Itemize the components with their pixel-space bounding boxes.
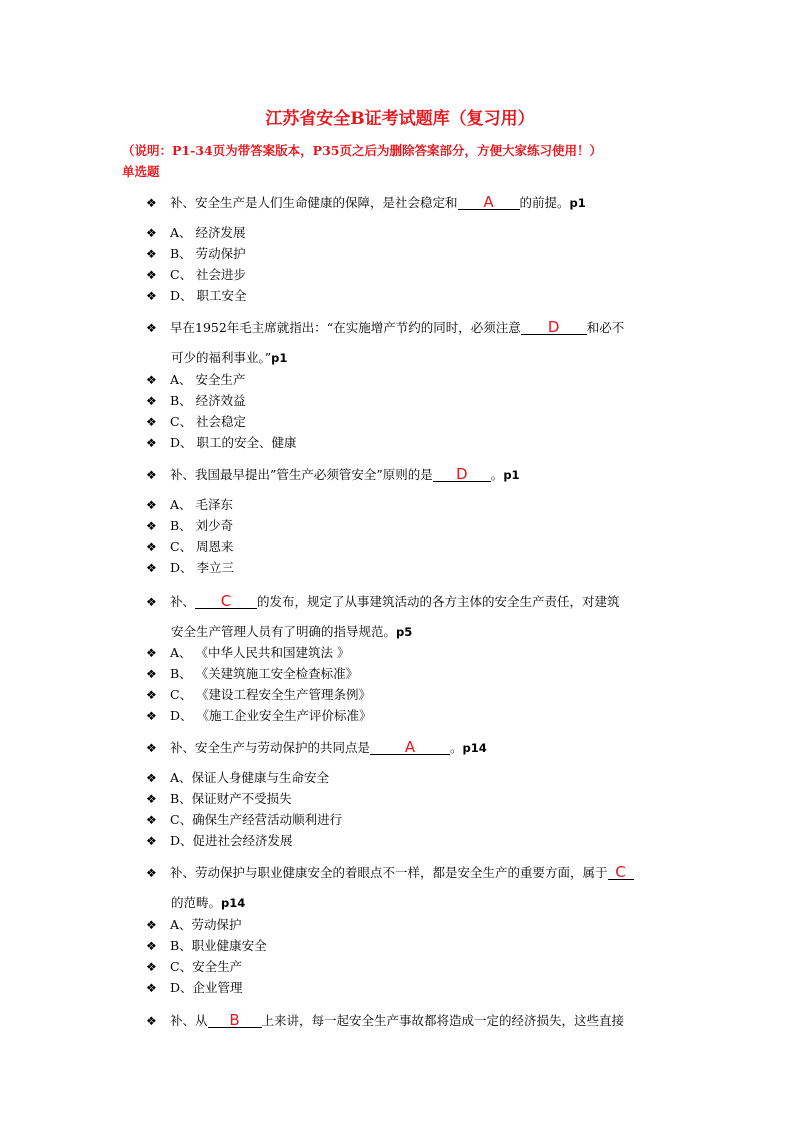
- option-item: [146, 393, 246, 409]
- bullet-icon: ❖: [146, 646, 157, 660]
- option-text: B、 刘少奇: [170, 518, 234, 533]
- option-text: B、保证财产不受损失: [170, 791, 292, 806]
- question-text: 补、劳动保护与职业健康安全的着眼点不一样，都是安全生产的重要方面，属于: [170, 865, 608, 880]
- bullet-icon: ❖: [146, 741, 157, 755]
- question-6: [146, 865, 634, 881]
- page-ref: p5: [396, 625, 413, 639]
- option-item: [146, 812, 342, 828]
- document-title: 江苏省安全B证考试题库（复习用）: [265, 109, 535, 129]
- bullet-icon: ❖: [146, 289, 157, 303]
- option-text: A、 《中华人民共和国建筑法 》: [170, 645, 350, 660]
- option-item: [146, 372, 246, 388]
- option-item: [146, 666, 358, 682]
- option-item: [146, 225, 246, 241]
- option-text: C、安全生产: [170, 959, 243, 974]
- bullet-icon: ❖: [146, 939, 157, 953]
- bullet-icon: ❖: [146, 540, 157, 554]
- answer-blank: B: [208, 1013, 262, 1028]
- option-item: [146, 791, 292, 807]
- option-item: [146, 560, 234, 576]
- bullet-icon: ❖: [146, 373, 157, 387]
- question-4-continued: [171, 624, 412, 640]
- bullet-icon: ❖: [146, 226, 157, 240]
- option-text: B、职业健康安全: [170, 938, 267, 953]
- option-text: D、 职工安全: [170, 288, 247, 303]
- question-text: 安全生产管理人员有了明确的指导规范。: [171, 624, 397, 639]
- bullet-icon: ❖: [146, 394, 157, 408]
- page-ref: p1: [569, 196, 586, 210]
- question-text-tail: 和必不: [586, 320, 625, 335]
- question-6-continued: [171, 895, 245, 911]
- option-item: [146, 917, 242, 933]
- question-3: [146, 467, 520, 483]
- option-text: B、 《关建筑施工安全检查标准》: [170, 666, 359, 681]
- option-item: [146, 959, 242, 975]
- option-text: A、 安全生产: [170, 372, 246, 387]
- question-text: 早在1952年毛主席就指出：“在实施增产节约的同时，必须注意: [170, 320, 521, 335]
- bullet-icon: ❖: [146, 771, 157, 785]
- answer-blank: A: [370, 740, 450, 755]
- option-text: D、促进社会经济发展: [170, 833, 293, 848]
- bullet-icon: ❖: [146, 498, 157, 512]
- option-text: C、 社会进步: [170, 267, 247, 282]
- page-ref: p1: [271, 351, 288, 365]
- option-item: [146, 267, 246, 283]
- option-item: [146, 518, 233, 534]
- option-item: [146, 833, 293, 849]
- option-text: D、 《施工企业安全生产评价标准》: [170, 708, 372, 723]
- answer-blank: C: [608, 865, 634, 880]
- answer-blank: D: [433, 467, 491, 482]
- option-text: A、 毛泽东: [170, 497, 234, 512]
- answer-blank: A: [458, 195, 520, 210]
- answer-blank: C: [195, 594, 257, 609]
- option-item: [146, 938, 267, 954]
- question-text-tail: 的前提。: [519, 195, 570, 210]
- question-1: [146, 195, 586, 211]
- option-text: D、 职工的安全、健康: [170, 435, 297, 450]
- question-text: 补、从: [170, 1013, 208, 1028]
- option-item: [146, 645, 349, 661]
- bullet-icon: ❖: [146, 834, 157, 848]
- option-text: C、确保生产经营活动顺利进行: [170, 812, 343, 827]
- question-5: [146, 740, 487, 756]
- option-item: [146, 708, 372, 724]
- bullet-icon: ❖: [146, 321, 157, 335]
- bullet-icon: ❖: [146, 813, 157, 827]
- section-heading: 单选题: [122, 164, 160, 179]
- option-item: [146, 539, 234, 555]
- option-text: D、 李立三: [170, 560, 234, 575]
- bullet-icon: ❖: [146, 196, 157, 210]
- option-item: [146, 687, 371, 703]
- question-text-tail: 上来讲，每一起安全生产事故都将造成一定的经济损失，这些直接: [261, 1013, 625, 1028]
- question-7: [146, 1013, 624, 1029]
- bullet-icon: ❖: [146, 468, 157, 482]
- bullet-icon: ❖: [146, 436, 157, 450]
- option-text: C、 《建设工程安全生产管理条例》: [170, 687, 372, 702]
- bullet-icon: ❖: [146, 561, 157, 575]
- page-ref: p14: [221, 896, 246, 910]
- bullet-icon: ❖: [146, 667, 157, 681]
- question-2: [146, 320, 624, 336]
- document-note: （说明：P1-34页为带答案版本，P35页之后为删除答案部分，方便大家练习使用！）: [122, 143, 602, 158]
- bullet-icon: ❖: [146, 595, 157, 609]
- option-item: [146, 435, 297, 451]
- option-item: [146, 288, 247, 304]
- answer-blank: D: [521, 320, 587, 335]
- bullet-icon: ❖: [146, 866, 157, 880]
- bullet-icon: ❖: [146, 960, 157, 974]
- bullet-icon: ❖: [146, 981, 157, 995]
- bullet-icon: ❖: [146, 792, 157, 806]
- option-text: B、 经济效益: [170, 393, 246, 408]
- option-item: [146, 980, 243, 996]
- question-text-tail: 的发布，规定了从事建筑活动的各方主体的安全生产责任，对建筑: [257, 594, 620, 609]
- option-text: C、 周恩来: [170, 539, 234, 554]
- option-text: D、企业管理: [170, 980, 243, 995]
- option-item: [146, 497, 233, 513]
- question-2-continued: [171, 350, 287, 366]
- question-text: 的范畴。: [171, 895, 222, 910]
- bullet-icon: ❖: [146, 415, 157, 429]
- option-text: C、 社会稳定: [170, 414, 247, 429]
- option-text: A、 经济发展: [170, 225, 246, 240]
- bullet-icon: ❖: [146, 688, 157, 702]
- page-ref: p14: [462, 741, 487, 755]
- option-text: A、劳动保护: [170, 917, 242, 932]
- page-ref: p1: [503, 468, 520, 482]
- question-text-tail: 。: [450, 740, 463, 755]
- question-text: 补、: [170, 594, 196, 609]
- bullet-icon: ❖: [146, 268, 157, 282]
- option-text: A、保证人身健康与生命安全: [170, 770, 330, 785]
- option-text: B、 劳动保护: [170, 246, 246, 261]
- question-text-tail: 。: [490, 467, 504, 482]
- bullet-icon: ❖: [146, 519, 157, 533]
- bullet-icon: ❖: [146, 1014, 157, 1028]
- question-text: 补、安全生产是人们生命健康的保障，是社会稳定和: [170, 195, 458, 210]
- option-item: [146, 770, 329, 786]
- question-text: 可少的福利事业。”: [171, 350, 272, 365]
- question-text: 补、我国最早提出”管生产必须管安全”原则的是: [170, 467, 433, 482]
- bullet-icon: ❖: [146, 918, 157, 932]
- question-4: [146, 594, 620, 610]
- option-item: [146, 246, 246, 262]
- bullet-icon: ❖: [146, 247, 157, 261]
- option-item: [146, 414, 246, 430]
- question-text: 补、安全生产与劳动保护的共同点是: [170, 740, 371, 755]
- bullet-icon: ❖: [146, 709, 157, 723]
